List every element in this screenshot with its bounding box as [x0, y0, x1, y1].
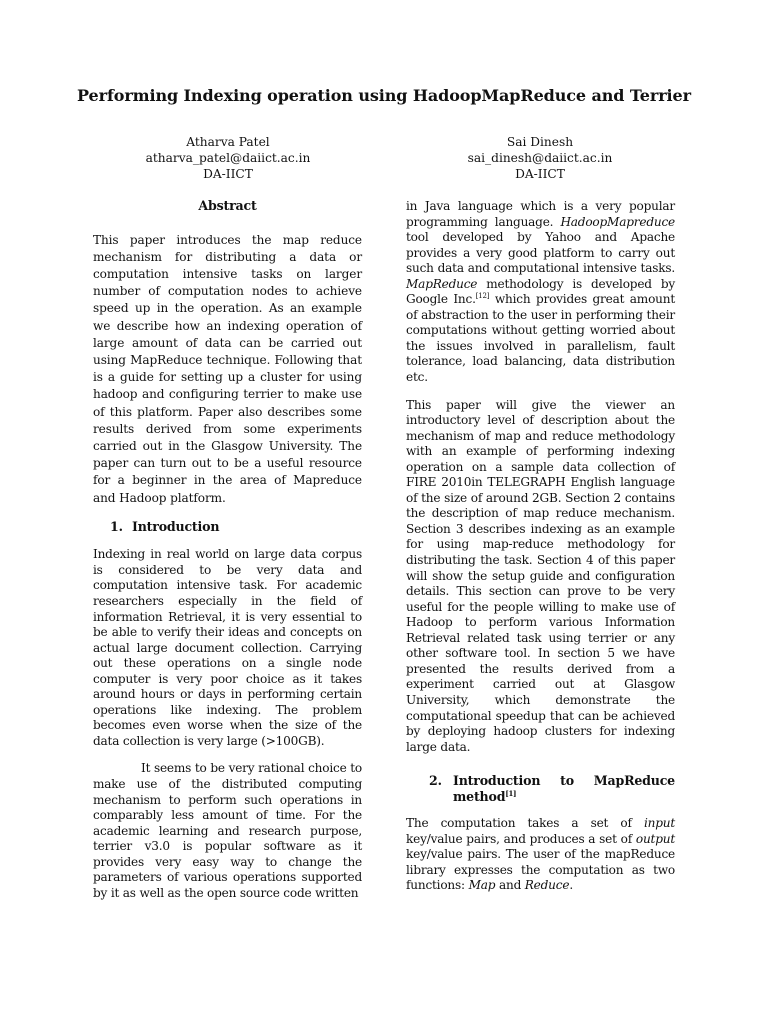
section-number: 2. [429, 773, 442, 789]
paper-title: Performing Indexing operation using HadoopMapReduce and Terrier [77, 86, 691, 105]
right-column [406, 199, 675, 906]
section-2-heading [429, 773, 675, 804]
intro-paragraph-1: Indexing in real world on large data corpus is considered to be very data and computation intensive task. For academic researchers especially in the field of information Retrieval, it is very essential to be able to verify their ideas and concepts on actual large document collection. Carrying out these operations on a single node computer is very poor choice as it takes around hours or days in performing certain operations like indexing. The problem becomes even worse when the size of the data collection is very large (>100GB). [93, 547, 362, 748]
author-email: atharva_patel@daiict.ac.in [145, 151, 311, 165]
section-title: Introduction [132, 518, 220, 534]
section-title: Introduction to MapReduce method [453, 773, 675, 804]
intro-paragraph-3: in Java language which is a very popular programming language. HadoopMapreduce tool developed by Yahoo and Apache provides a very good platform to carry out such data and computational intensive tasks. MapReduce methodology is developed by Google Inc.[12] which provides great amount of abstraction to the user in performing their computations without getting worried about the issues involved in parallelism, fault tolerance, load balancing, data distribution etc. [406, 199, 675, 385]
intro-paragraph-2: It seems to be very rational choice to make use of the distributed computing mechanism to perform such operations in comparably less amount of time. For the academic learning and research purpose, terrier v3.0 is popular software as it provides very easy way to change the parameters of various operations supported by it as well as the open source code written [93, 761, 362, 900]
mapreduce-paragraph-1: The computation takes a set of input key/value pairs, and produces a set of output key/value pairs. The user of the mapReduce library expresses the computation as two functions: Map and Reduce. [406, 816, 675, 893]
citation-ref: [1] [505, 788, 517, 798]
author-affiliation: DA-IICT [515, 167, 565, 181]
section-1-heading [110, 519, 362, 535]
author-email: sai_dinesh@daiict.ac.in [467, 151, 613, 165]
author-name: Atharva Patel [186, 135, 270, 149]
intro-paragraph-4: This paper will give the viewer an introductory level of description about the mechanism of map and reduce methodology with an example of performing indexing operation on a sample data collection of FIRE 2010in TELEGRAPH English language of the size of around 2GB. Section 2 contains the description of map reduce mechanism. Section 3 describes indexing as an example for using map-reduce methodology for distributing the task. Section 4 of this paper will show the setup guide and configuration details. This section can prove to be very useful for the people willing to make use of Hadoop to perform various Information Retrieval related task using terrier or any other software tool. In section 5 we have presented the results derived from a experiment carried out at Glasgow University, which demonstrate the computational speedup that can be achieved by deploying hadoop clusters for indexing large data. [406, 397, 675, 754]
citation-ref: [12] [475, 292, 490, 301]
section-number: 1. [110, 518, 123, 534]
author-name: Sai Dinesh [506, 135, 574, 149]
author-block-2 [400, 134, 680, 182]
author-block-1 [88, 134, 368, 182]
author-affiliation: DA-IICT [203, 167, 253, 181]
left-column [93, 198, 362, 913]
abstract-heading: Abstract [198, 198, 257, 213]
abstract-text: This paper introduces the map reduce mechanism for distributing a data or computation intensive tasks on larger number of computation nodes to achieve speed up in the operation. As an example we describe how an indexing operation of large amount of data can be carried out using MapReduce technique. Following that is a guide for setting up a cluster for using hadoop and configuring terrier to make use of this platform. Paper also describes some results derived from some experiments carried out in the Glasgow University. The paper can turn out to be a useful resource for a beginner in the area of Mapreduce and Hadoop platform. [93, 232, 362, 505]
